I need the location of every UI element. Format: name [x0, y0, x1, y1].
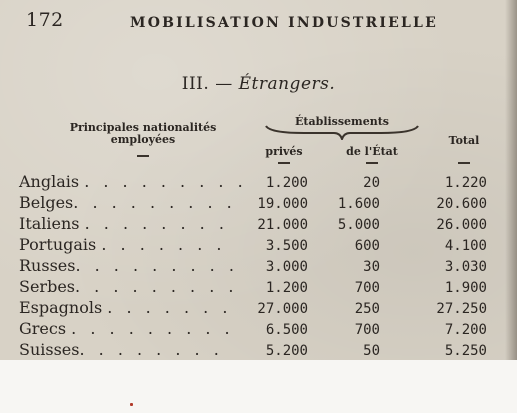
private-rule [278, 162, 290, 164]
nationalities-header [48, 122, 238, 146]
page-spine-shadow [505, 0, 517, 360]
state-rule [366, 162, 378, 164]
private-cell: 5.200 [265, 343, 308, 359]
total-cell: 1.900 [444, 280, 487, 296]
private-cell: 1.200 [265, 175, 308, 191]
total-cell: 5.250 [444, 343, 487, 359]
nationality-cell: Russes. . . . . . . . . [19, 256, 239, 275]
nationality-cell: Anglais . . . . . . . . . [19, 172, 248, 191]
section-title-text: Étrangers. [238, 74, 336, 94]
state-cell: 20 [363, 175, 380, 191]
nationalities-header-line1: Principales nationalités [69, 121, 217, 134]
table-row [0, 193, 517, 214]
private-cell: 3.500 [265, 238, 308, 254]
total-rule [458, 162, 470, 164]
nationalities-header-line2: employées [110, 133, 176, 146]
state-cell: 50 [363, 343, 380, 359]
table-row [0, 298, 517, 319]
establishments-header: Établissements [295, 115, 389, 128]
private-cell: 3.000 [265, 259, 308, 275]
total-cell: 20.600 [436, 196, 487, 212]
ink-speck [130, 403, 133, 406]
private-cell: 1.200 [265, 280, 308, 296]
total-cell: 4.100 [444, 238, 487, 254]
table-row [0, 319, 517, 340]
state-cell: 5.000 [337, 217, 380, 233]
private-header: privés [265, 145, 303, 158]
state-header: de l'État [346, 145, 398, 158]
section-number: III. — [181, 74, 233, 94]
nationality-cell: Italiens . . . . . . . . [19, 214, 229, 233]
total-cell: 26.000 [436, 217, 487, 233]
table-row [0, 172, 517, 193]
state-cell: 250 [354, 301, 380, 317]
nationality-cell: Portugais . . . . . . . [19, 235, 226, 254]
nationality-cell: Suisses. . . . . . . . [19, 340, 224, 359]
nationality-table [0, 172, 517, 360]
nationality-cell: Serbes. . . . . . . . . [19, 277, 238, 296]
state-cell: 600 [354, 238, 380, 254]
total-cell: 3.030 [444, 259, 487, 275]
total-header: Total [448, 134, 480, 147]
private-cell: 21.000 [257, 217, 308, 233]
table-row [0, 256, 517, 277]
private-cell: 6.500 [265, 322, 308, 338]
nationalities-rule [137, 155, 149, 157]
section-title [0, 74, 517, 94]
table-row [0, 340, 517, 360]
total-cell: 7.200 [444, 322, 487, 338]
table-row [0, 235, 517, 256]
page-number: 172 [26, 9, 64, 31]
nationality-cell: Belges. . . . . . . . . [19, 193, 237, 212]
table-row [0, 277, 517, 298]
state-cell: 700 [354, 322, 380, 338]
establishments-brace [264, 124, 420, 140]
nationality-cell: Espagnols . . . . . . . [19, 298, 232, 317]
state-cell: 30 [363, 259, 380, 275]
private-cell: 27.000 [257, 301, 308, 317]
table-row [0, 214, 517, 235]
total-cell: 1.220 [444, 175, 487, 191]
state-cell: 700 [354, 280, 380, 296]
total-cell: 27.250 [436, 301, 487, 317]
state-cell: 1.600 [337, 196, 380, 212]
running-head: MOBILISATION INDUSTRIELLE [130, 15, 438, 31]
nationality-cell: Grecs . . . . . . . . . [19, 319, 235, 338]
private-cell: 19.000 [257, 196, 308, 212]
